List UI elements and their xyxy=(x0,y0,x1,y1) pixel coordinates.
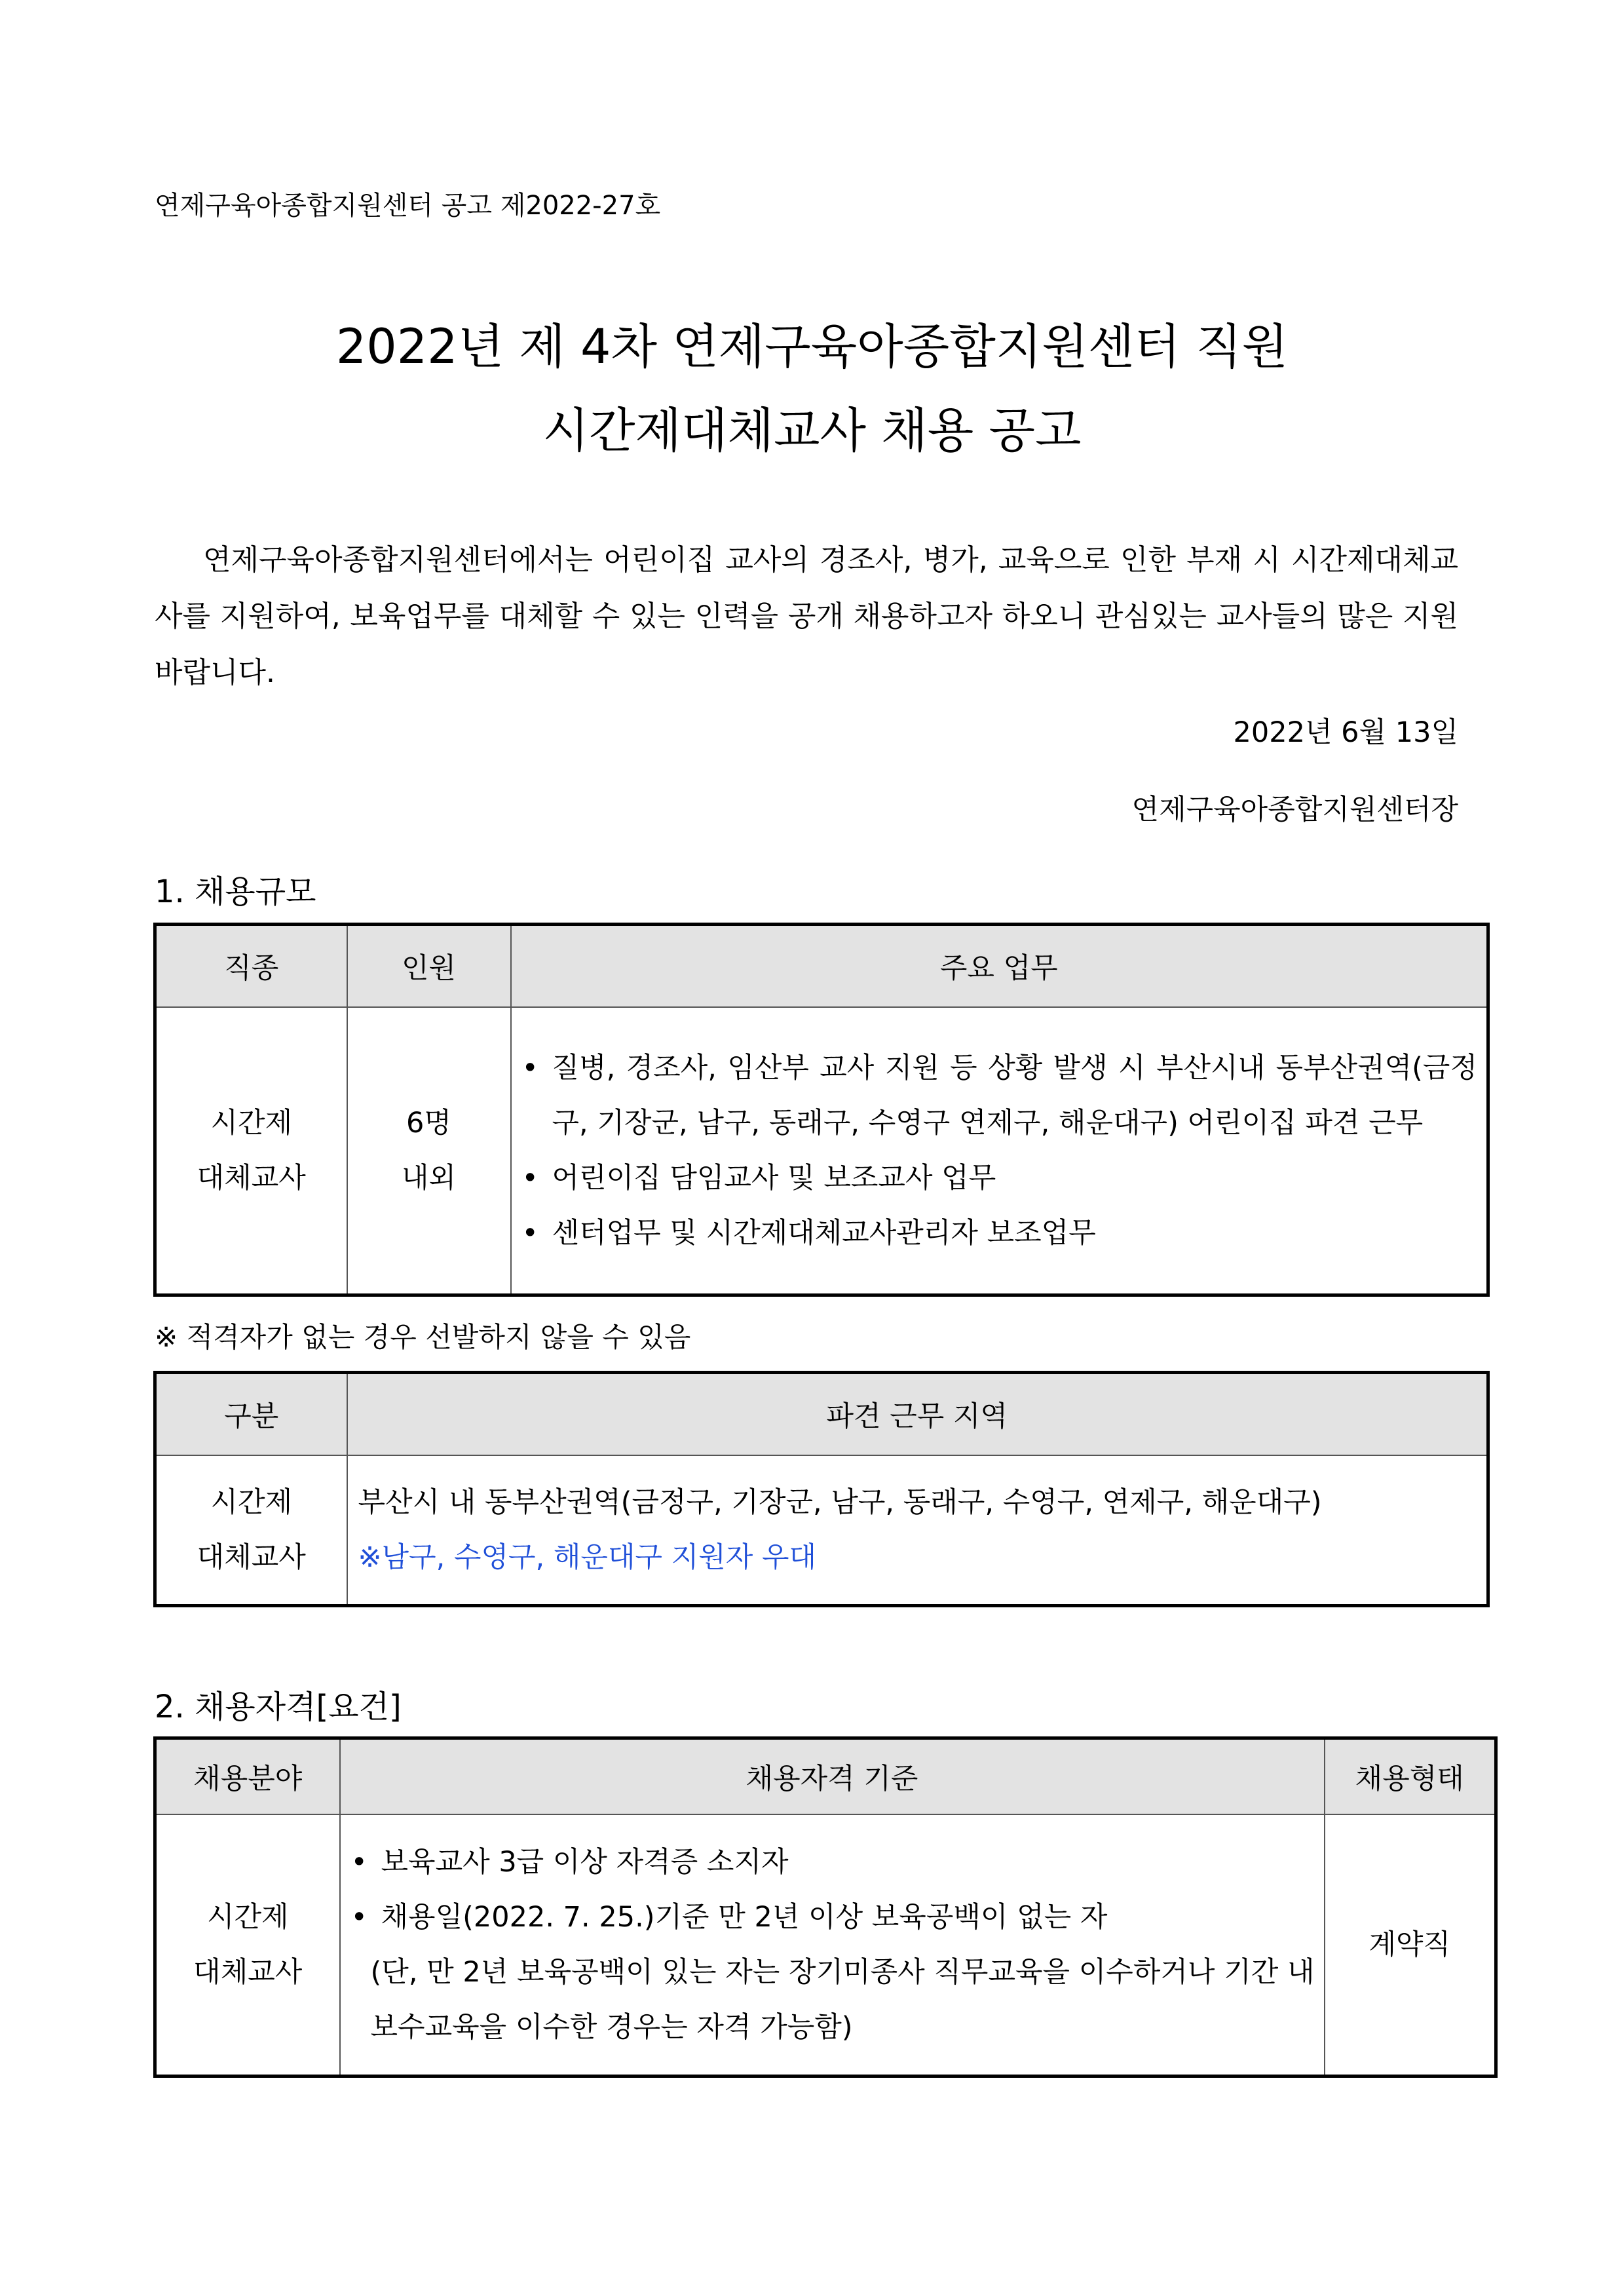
job-cell xyxy=(155,1007,347,1295)
job-line-1: 시간제 xyxy=(210,1485,293,1519)
header-criteria: 채용자격 기준 xyxy=(340,1738,1325,1814)
job-line-2: 대체교사 xyxy=(197,1540,306,1574)
job-line-2: 대체교사 xyxy=(197,1161,306,1195)
signer: 연제구육아종합지원센터장 xyxy=(1131,794,1458,826)
duty-item: • 어린이집 담임교사 및 보조교사 업무 xyxy=(522,1151,1478,1206)
criteria-item: • 채용일(2022. 7. 25.)기준 만 2년 이상 보육공백이 없는 자 xyxy=(351,1890,1315,1945)
bullet-icon: • xyxy=(350,1845,368,1879)
bullet-icon: • xyxy=(521,1161,538,1195)
bullet-icon: • xyxy=(350,1900,368,1934)
title-line-1: 2022년 제 4차 연제구육아종합지원센터 직원 xyxy=(335,319,1289,375)
recruitment-scale-table xyxy=(153,923,1490,1297)
notice-date: 2022년 6월 13일 xyxy=(1233,716,1458,749)
count-cell xyxy=(347,1007,511,1295)
criteria-cell xyxy=(340,1814,1325,2076)
region-job-cell xyxy=(155,1455,347,1606)
criteria-note: (단, 만 2년 보육공백이 있는 자는 장기미종사 직무교육을 이수하거나 기간 내 보수교육을 이수한 경우는 자격 가능함) xyxy=(370,1955,1315,2044)
count-line-2: 내외 xyxy=(401,1161,457,1195)
job-line-1: 시간제 xyxy=(210,1106,293,1139)
region-cell xyxy=(347,1455,1488,1606)
count-line-1: 6명 xyxy=(406,1106,451,1139)
bullet-icon: • xyxy=(521,1216,538,1250)
job-line-2: 대체교사 xyxy=(193,1955,303,1989)
notice-number: 연제구육아종합지원센터 공고 제2022-27호 xyxy=(155,191,661,221)
header-job: 직종 xyxy=(155,925,347,1007)
dispatch-region-table xyxy=(153,1371,1490,1607)
section-2-heading: 2. 채용자격[요건] xyxy=(155,1689,402,1725)
duties-cell xyxy=(511,1007,1488,1295)
intro-paragraph: 연제구육아종합지원센터에서는 어린이집 교사의 경조사, 병가, 교육으로 인한 부재 시 시간제대체교사를 지원하여, 보육업무를 대체할 수 있는 인력을 공개 채용하고자 하오니 관심있는 교사들의 많은 지원 바랍니다. xyxy=(155,543,1458,689)
region-text: 부산시 내 동부산권역(금정구, 기장군, 남구, 동래구, 수영구, 연제구, 해운대구) xyxy=(358,1485,1322,1519)
title-line-2: 시간제대체교사 채용 공고 xyxy=(542,403,1082,459)
employment-type-cell: 계약직 xyxy=(1325,1814,1496,2076)
field-cell xyxy=(155,1814,340,2076)
header-type: 채용형태 xyxy=(1325,1738,1496,1814)
selection-note: ※ 적격자가 없는 경우 선발하지 않을 수 있음 xyxy=(155,1321,691,1353)
header-region: 파견 근무 지역 xyxy=(347,1373,1488,1455)
header-duties: 주요 업무 xyxy=(511,925,1488,1007)
bullet-icon: • xyxy=(521,1051,538,1084)
preference-text: ※남구, 수영구, 해운대구 지원자 우대 xyxy=(358,1540,817,1574)
duty-item: • 센터업무 및 시간제대체교사관리자 보조업무 xyxy=(522,1206,1478,1261)
job-line-1: 시간제 xyxy=(206,1900,289,1934)
duty-item: • 질병, 경조사, 임산부 교사 지원 등 상황 발생 시 부산시내 동부산권역(금정구, 기장군, 남구, 동래구, 수영구 연제구, 해운대구) 어린이집 파견 근무 xyxy=(522,1041,1478,1151)
header-category: 구분 xyxy=(155,1373,347,1455)
qualification-table xyxy=(153,1736,1498,2078)
header-field: 채용분야 xyxy=(155,1738,340,1814)
section-1-heading: 1. 채용규모 xyxy=(155,873,316,910)
criteria-item: • 보육교사 3급 이상 자격증 소지자 xyxy=(351,1835,1315,1890)
header-count: 인원 xyxy=(347,925,511,1007)
